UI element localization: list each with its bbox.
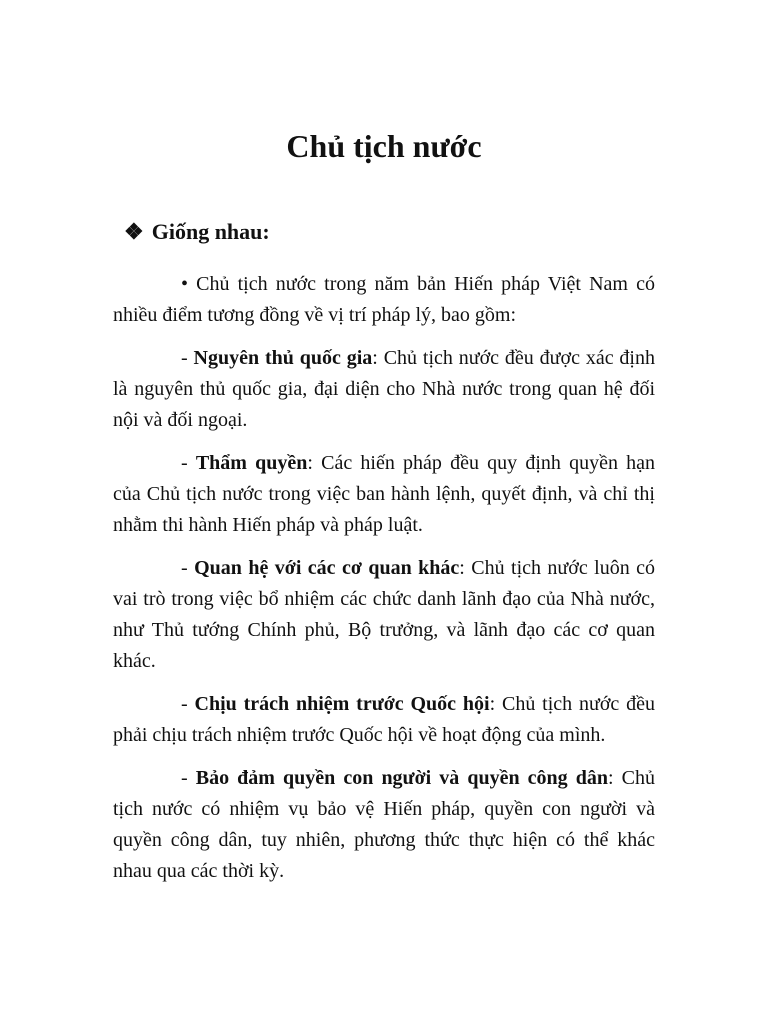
point-paragraph: [113, 689, 655, 751]
section-heading: [124, 216, 270, 248]
point-paragraph: [113, 553, 655, 677]
point-paragraph: [113, 763, 655, 887]
diamond-bullet-icon: ❖: [124, 219, 144, 244]
point-lead: Quan hệ với các cơ quan khác: [194, 557, 460, 579]
point-text: Chủ tịch nước luôn có vai trò trong việc bổ nhiệm các chức danh lãnh đạo của Nhà nước, như Thủ tướng Chính phủ, Bộ trưởng, và lãnh đạo các cơ quan khác.: [113, 557, 655, 672]
point-separator: :: [307, 452, 322, 474]
point-paragraph: [113, 343, 655, 436]
point-text: Chủ tịch nước đều phải chịu trách nhiệm trước Quốc hội về hoạt động của mình.: [113, 693, 656, 746]
bullet-dot: •: [181, 273, 197, 295]
body-text: [113, 269, 655, 899]
point-separator: :: [372, 347, 384, 369]
point-separator: :: [489, 693, 502, 715]
intro-paragraph: [113, 269, 655, 331]
point-dash: -: [181, 693, 195, 715]
point-lead: Chịu trách nhiệm trước Quốc hội: [194, 693, 490, 715]
point-dash: -: [181, 767, 196, 789]
point-dash: -: [181, 347, 194, 369]
point-text: Các hiến pháp đều quy định quyền hạn của Chủ tịch nước trong việc ban hành lệnh, quyết định, và chỉ thị nhằm thi hành Hiến pháp và pháp luật.: [113, 452, 656, 536]
point-lead: Nguyên thủ quốc gia: [193, 347, 373, 369]
point-text: Chủ tịch nước có nhiệm vụ bảo vệ Hiến pháp, quyền con người và quyền công dân, tuy nhiên, phương thức thực hiện có thể khác nhau qua các thời kỳ.: [113, 767, 655, 882]
point-paragraph: [113, 448, 655, 541]
point-lead: Bảo đảm quyền con người và quyền công dân: [195, 767, 609, 789]
page-title: Chủ tịch nước: [286, 128, 482, 164]
section-heading-text: Giống nhau:: [151, 219, 270, 244]
point-text: Chủ tịch nước đều được xác định là nguyên thủ quốc gia, đại diện cho Nhà nước trong quan hệ đối nội và đối ngoại.: [113, 347, 655, 431]
intro-text: Chủ tịch nước trong năm bản Hiến pháp Việt Nam có nhiều điểm tương đồng về vị trí pháp lý, bao gồm:: [113, 273, 655, 326]
point-separator: :: [608, 767, 622, 789]
point-dash: -: [181, 452, 196, 474]
point-lead: Thẩm quyền: [195, 452, 308, 474]
point-separator: :: [459, 557, 472, 579]
point-dash: -: [181, 557, 195, 579]
